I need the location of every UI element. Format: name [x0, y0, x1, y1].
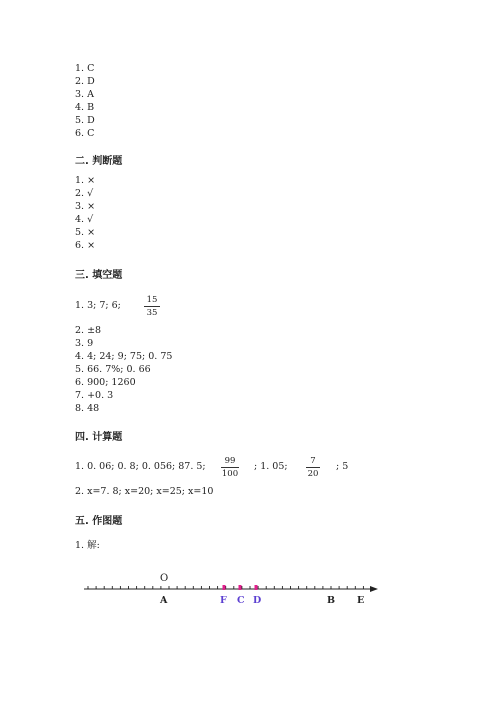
judge-answer: 3. ×	[75, 201, 96, 212]
fraction-denominator: 100	[221, 469, 239, 479]
fill-answer: 3. 9	[75, 338, 94, 349]
fraction-numerator: 7	[310, 456, 316, 466]
point-label-c: C	[237, 595, 245, 606]
fill-item-1: 1. 3; 7; 6;	[75, 300, 121, 311]
point-marker-c	[239, 585, 242, 590]
number-line-arrow	[370, 586, 378, 592]
fill-answer: 8. 48	[75, 403, 100, 414]
calc-item-1-part-b: ; 1. 05;	[254, 461, 288, 472]
point-label-b: B	[327, 595, 336, 606]
fraction-99-100	[221, 456, 239, 479]
choice-answer: 2. D	[75, 76, 95, 87]
point-label-e: E	[357, 595, 365, 606]
fill-answer: 5. 66. 7%; 0. 66	[75, 364, 151, 375]
number-line-figure	[0, 560, 500, 620]
calc-item-1-part-c: ; 5	[336, 461, 349, 472]
calc-item-2: 2. x=7. 8; x=20; x=25; x=10	[75, 486, 214, 497]
section-heading-calc: 四. 计算题	[75, 432, 123, 443]
choice-answer-list	[75, 63, 95, 140]
fraction-bar	[144, 306, 160, 307]
fraction-numerator: 99	[224, 456, 236, 466]
fraction-15-35	[144, 295, 160, 318]
fraction-denominator: 20	[307, 469, 319, 479]
section-heading-fill: 三. 填空题	[75, 270, 123, 281]
point-label-f: F	[220, 595, 227, 606]
judge-answer-list	[75, 175, 95, 252]
fill-answer-list	[75, 325, 172, 415]
choice-answer: 6. C	[75, 128, 95, 139]
draw-item-1: 1. 解:	[75, 540, 100, 551]
fraction-bar	[306, 467, 320, 468]
fill-answer: 6. 900; 1260	[75, 377, 136, 388]
point-label-a: A	[160, 595, 168, 606]
fraction-numerator: 15	[146, 295, 158, 305]
section-heading-judge: 二. 判断题	[75, 156, 123, 167]
fraction-denominator: 35	[146, 308, 158, 318]
fill-answer: 2. ±8	[75, 325, 102, 336]
judge-answer: 4. √	[75, 214, 94, 225]
origin-label: O	[160, 573, 169, 584]
fraction-7-20	[306, 456, 320, 479]
point-marker-f	[223, 585, 226, 590]
fraction-bar	[221, 467, 239, 468]
judge-answer: 1. ×	[75, 175, 96, 186]
section-heading-draw: 五. 作图题	[75, 516, 123, 527]
choice-answer: 5. D	[75, 115, 95, 126]
choice-answer: 4. B	[75, 102, 95, 113]
judge-answer: 5. ×	[75, 227, 96, 238]
calc-item-1-part-a: 1. 0. 06; 0. 8; 0. 056; 87. 5;	[75, 461, 206, 472]
fill-answer: 7. +0. 3	[75, 390, 114, 401]
point-label-d: D	[253, 595, 262, 606]
judge-answer: 6. ×	[75, 240, 96, 251]
fill-answer: 4. 4; 24; 9; 75; 0. 75	[75, 351, 173, 362]
point-marker-d	[255, 585, 258, 590]
judge-answer: 2. √	[75, 188, 94, 199]
choice-answer: 1. C	[75, 63, 95, 74]
choice-answer: 3. A	[75, 89, 94, 100]
